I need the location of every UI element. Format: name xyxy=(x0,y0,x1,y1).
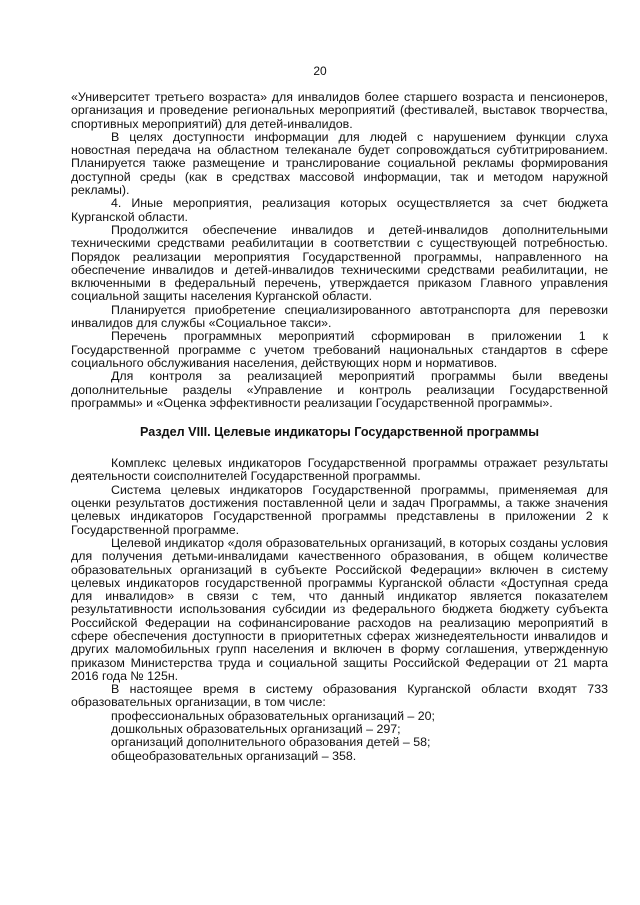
paragraph: Планируется приобретение специализированного автотранспорта для перевозки инвалидов для службы «Социальное такси». xyxy=(71,302,608,331)
page-number: 20 xyxy=(313,64,327,78)
paragraph: «Университет третьего возраста» для инвалидов более старшего возраста и пенсионеров, организация и проведение региональных мероприятий (фестивалей, выставок творчества, спортивных мероприятий) для детей-инвалидов. xyxy=(71,90,608,131)
list-item: организаций дополнительного образования детей – 58; xyxy=(111,735,431,750)
paragraph: 4. Иные мероприятия, реализация которых осуществляется за счет бюджета Курганской области. xyxy=(71,196,608,224)
document-body xyxy=(71,91,608,763)
paragraph: Система целевых индикаторов Государственной программы, применяемая для оценки результатов достижения поставленной цели и задач Программы, а также значения целевых индикаторов Государственной программы представлены в приложении 2 к Государственной программе. xyxy=(71,482,608,537)
paragraph: Комплекс целевых индикаторов Государственной программы отражает результаты деятельности соисполнителей Государственной программы. xyxy=(71,456,608,484)
paragraph: Продолжится обеспечение инвалидов и детей-инвалидов дополнительными техническими средствами реабилитации в соответствии с существующей потребностью. Порядок реализации мероприятия Государственной программы, направленного на обеспечение инвалидов и детей-инвалидов техническими средствами реабилитации, не включенными в федеральный перечень, утверждается приказом Главного управления социальной защиты населения Курганской области. xyxy=(71,222,608,304)
paragraph: Перечень программных мероприятий сформирован в приложении 1 к Государственной программе с учетом требований национальных стандартов в сфере социального обслуживания населения, действующих норм и нормативов. xyxy=(71,329,608,370)
paragraph: В настоящее время в систему образования Курганской области входят 733 образовательных организации, в том числе: xyxy=(71,682,608,710)
list-item: профессиональных образовательных организаций – 20; xyxy=(111,708,435,723)
list-item: дошкольных образовательных организаций – 297; xyxy=(111,722,401,737)
list-item: общеобразовательных организаций – 358. xyxy=(111,748,357,763)
paragraph: В целях доступности информации для людей с нарушением функции слуха новостная передача на областном телеканале будет сопровождаться субтитрированием. Планируется также размещение и транслирование социальной рекламы формирования доступной среды (как в средствах массовой информации, так и методом наружной рекламы). xyxy=(71,129,608,198)
paragraph: Для контроля за реализацией мероприятий программы были введены дополнительные разделы «Управление и контроль реализации Государственной программы» и «Оценка эффективности реализации Государственной программы». xyxy=(71,369,608,410)
paragraph: Целевой индикатор «доля образовательных организаций, в которых созданы условия для получения детьми-инвалидами качественного образования, в общем количестве образовательных организаций в субъекте Российской Федерации» включен в систему целевых индикаторов государственной программы Курганской области «Доступная среда для инвалидов» в связи с тем, что данный индикатор является показателем результативности использования субсидии из федерального бюджета бюджету субъекта Российской Федерации на софинансирование расходов на реализацию мероприятий в сфере обеспечения доступности в приоритетных сферах жизнедеятельности инвалидов и других маломобильных групп населения и включен в форму соглашения, утвержденную приказом Министерства труда и социальной защиты Российской Федерации от 21 марта 2016 года № 125н. xyxy=(71,535,608,683)
section-heading: Раздел VIII. Целевые индикаторы Государственной программы xyxy=(140,425,539,440)
